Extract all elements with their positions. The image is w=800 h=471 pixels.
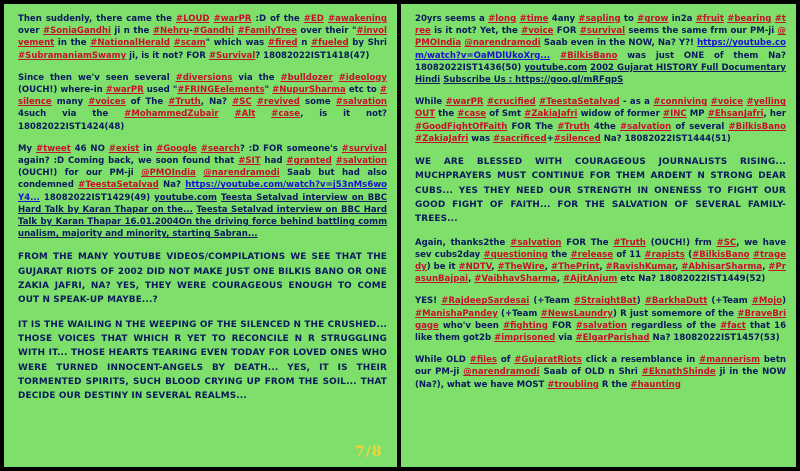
text-run: to bbox=[620, 14, 638, 24]
hashtag-link[interactable]: #granted bbox=[286, 156, 332, 167]
hashtag-link[interactable]: #SC bbox=[716, 237, 737, 248]
hashtag-link[interactable]: #ElgarParishad bbox=[575, 332, 650, 343]
text-run: , bbox=[491, 261, 498, 272]
text-run: - as a bbox=[619, 97, 654, 108]
text-run: Again, thanks2the bbox=[415, 237, 511, 248]
text-run: Saab but had also condemned bbox=[18, 168, 387, 191]
text-run: , bbox=[599, 261, 606, 272]
hashtag-link[interactable]: #imprisoned bbox=[494, 332, 556, 343]
paragraph bbox=[18, 72, 387, 133]
hashtag-link[interactable]: #FRINGEelements bbox=[177, 85, 265, 96]
text-run: via the bbox=[232, 72, 281, 83]
hashtag-link[interactable]: #warPR bbox=[445, 97, 484, 108]
text-run: betn our PM-ji bbox=[415, 355, 786, 378]
hashtag-link[interactable]: #conniving bbox=[653, 97, 708, 108]
text-run: etc to bbox=[345, 85, 380, 96]
text-run: over bbox=[18, 26, 43, 37]
paragraph bbox=[18, 143, 387, 241]
hashtag-link[interactable]: #bulldozer bbox=[280, 72, 333, 83]
link-preview-text[interactable]: Subscribe Us : https://goo.gl/mRFqpS bbox=[443, 75, 624, 86]
hashtag-link[interactable]: #awakening bbox=[327, 14, 387, 24]
text-run: 4any bbox=[548, 14, 579, 24]
hashtag-link[interactable]: #RajdeepSardesai bbox=[441, 296, 530, 307]
paragraph bbox=[415, 295, 786, 344]
text-run: is it not? Yet, the bbox=[430, 26, 522, 37]
hashtag-link[interactable]: #BarkhaDutt bbox=[644, 296, 708, 307]
text-run: ji in the NOW (Na?), what we have MOST bbox=[415, 367, 786, 390]
text-run: by Shri bbox=[348, 38, 387, 49]
hashtag-link[interactable]: #Gandhi bbox=[192, 26, 235, 37]
hashtag-link[interactable]: #release bbox=[570, 249, 614, 260]
hashtag-link[interactable]: #GujaratRiots bbox=[514, 355, 582, 366]
link-preview-text[interactable]: Teesta Setalvad interview on BBC Hard Talk by Karan Thapar 16.01.2004On the driving force behind battling communalism, majority and minority, starting Sabran... bbox=[18, 204, 387, 240]
text-run: over their " bbox=[296, 26, 357, 37]
text-run: ) be it bbox=[426, 261, 459, 272]
text-run: FOR The bbox=[561, 237, 614, 248]
hashtag-link[interactable]: #diversions bbox=[175, 72, 233, 83]
text-run: :D of the bbox=[251, 14, 304, 24]
link-preview-text[interactable]: youtube.com bbox=[524, 62, 588, 73]
hashtag-link[interactable]: #Google bbox=[156, 143, 197, 154]
text-run: , we have sev cubs2day bbox=[415, 237, 787, 260]
text-run: Na? bbox=[158, 180, 186, 191]
text-run: 20yrs seems a bbox=[415, 14, 489, 24]
left-column bbox=[4, 4, 397, 467]
hashtag-link[interactable]: #GoodFightOfFaith bbox=[415, 121, 508, 132]
hashtag-link[interactable]: #bearing bbox=[727, 14, 772, 24]
hashtag-link[interactable]: #ThePrint bbox=[550, 261, 600, 272]
url-link[interactable]: https://youtube.com/watch?v=j53nMs6woY4... bbox=[18, 180, 387, 203]
hashtag-link[interactable]: #warPR bbox=[213, 14, 252, 24]
hashtag-link[interactable]: #tweet bbox=[35, 143, 71, 154]
text-run: (+Team bbox=[707, 296, 752, 307]
text-run: (OUCH!) where-in bbox=[18, 85, 106, 96]
hashtag-link[interactable]: #grow bbox=[637, 14, 669, 24]
paragraph bbox=[415, 237, 786, 286]
mention-link[interactable]: @PMOIndia bbox=[141, 168, 196, 179]
hashtag-link[interactable]: #sapling bbox=[578, 14, 621, 24]
hashtag-link[interactable]: #warPR bbox=[105, 85, 144, 96]
hashtag-link[interactable]: #Survival bbox=[208, 50, 256, 61]
hashtag-link[interactable]: #ideology bbox=[338, 72, 387, 83]
hashtag-link[interactable]: #ZakiaJafri bbox=[524, 109, 578, 120]
hashtag-link[interactable]: #INC bbox=[662, 109, 687, 120]
hashtag-link[interactable]: #EhsanJafri bbox=[707, 109, 764, 120]
hashtag-link[interactable]: #fact bbox=[720, 320, 746, 331]
hashtag-link[interactable]: #PrasunBajpai bbox=[415, 261, 786, 285]
hashtag-link[interactable]: #tree bbox=[415, 14, 786, 37]
text-run: Since then we'v seen several bbox=[18, 72, 176, 83]
mention-link[interactable]: @narendramodi bbox=[463, 367, 540, 378]
text-run: R the bbox=[598, 379, 631, 390]
hashtag-link[interactable]: #TheWire bbox=[497, 261, 545, 272]
text-run: who'v been bbox=[438, 320, 503, 331]
hashtag-link[interactable]: #scam bbox=[173, 38, 206, 49]
hashtag-link[interactable]: #Truth bbox=[168, 97, 201, 108]
text-run: many bbox=[51, 97, 89, 108]
paragraph bbox=[18, 250, 387, 307]
hashtag-link[interactable]: #questioning bbox=[483, 249, 548, 260]
text-run: ) bbox=[636, 296, 645, 307]
hashtag-link[interactable]: #BilkisBano bbox=[692, 249, 750, 260]
hashtag-link[interactable]: #SIT bbox=[238, 156, 261, 167]
text-run: some bbox=[299, 97, 336, 108]
hashtag-link[interactable]: #salvation bbox=[619, 121, 672, 132]
text-run: ji, is it not? FOR bbox=[126, 50, 209, 61]
hashtag-link[interactable]: #ZakiaJafri bbox=[415, 133, 469, 144]
hashtag-link[interactable]: #VaibhavSharma bbox=[474, 274, 557, 285]
hashtag-link[interactable]: #fired bbox=[267, 38, 298, 49]
hashtag-link[interactable]: #rapists bbox=[644, 249, 685, 260]
mention-link[interactable]: @narendramodi bbox=[464, 38, 541, 49]
text-run: of The bbox=[125, 97, 169, 108]
hashtag-link[interactable]: #tragedy bbox=[415, 249, 786, 272]
text-run bbox=[550, 51, 560, 61]
text-run: of several bbox=[671, 121, 729, 132]
hashtag-link[interactable]: #crucified bbox=[486, 97, 536, 108]
paragraph bbox=[415, 96, 786, 145]
text-run: ji n the bbox=[110, 26, 153, 37]
text-run: of Smt bbox=[486, 109, 525, 120]
text-run: ( bbox=[684, 249, 693, 260]
link-preview-text[interactable]: Teesta Setalvad interview on BBC Hard Talk by Karan Thapar on the... bbox=[18, 192, 387, 215]
paragraph bbox=[415, 13, 786, 86]
hashtag-link[interactable]: #survival bbox=[579, 26, 626, 37]
hashtag-link[interactable]: #AbhisarSharma bbox=[681, 261, 763, 272]
text-run: , bbox=[544, 261, 551, 272]
hashtag-link[interactable]: #BraveBrigage bbox=[415, 308, 786, 331]
hashtag-link[interactable]: #Alt bbox=[234, 109, 256, 120]
text-run: ? 18082022IST1418(47) bbox=[255, 50, 370, 61]
text-run: was bbox=[468, 133, 494, 144]
text-run: " which was bbox=[205, 38, 268, 49]
text-run: in the bbox=[54, 38, 91, 49]
text-run: click a resemblance in bbox=[581, 355, 700, 366]
hashtag-link[interactable]: #fruit bbox=[695, 14, 724, 24]
text-run: (OUCH!) frm bbox=[645, 237, 717, 248]
text-run: (OUCH!) for our PM-ji bbox=[18, 168, 142, 179]
text-run: the bbox=[435, 109, 458, 120]
text-run: the bbox=[547, 249, 571, 260]
hashtag-link[interactable]: #Truth bbox=[557, 121, 590, 132]
link-preview-text[interactable]: 2002 Gujarat HISTORY Full Documentary Hindi bbox=[415, 62, 787, 86]
hashtag-link[interactable]: #Truth bbox=[613, 237, 646, 248]
hashtag-link[interactable]: #Mojo bbox=[751, 296, 783, 307]
hashtag-link[interactable]: #search bbox=[200, 143, 240, 154]
hashtag-link[interactable]: #time bbox=[519, 14, 549, 24]
hashtag-link[interactable]: #salvation bbox=[335, 97, 388, 108]
hashtag-link[interactable]: #EknathShinde bbox=[641, 367, 716, 378]
hashtag-link[interactable]: #files bbox=[469, 355, 497, 366]
text-run: , is it not? 18082022IST1424(48) bbox=[18, 109, 387, 132]
hashtag-link[interactable]: #mannerism bbox=[699, 355, 761, 366]
paragraph bbox=[415, 155, 786, 226]
text-run: , bbox=[556, 274, 563, 285]
text-run: etc Na? 18082022IST1449(52) bbox=[617, 274, 766, 285]
right-column bbox=[401, 4, 796, 467]
text-run: 18082022IST1429(49) bbox=[39, 192, 155, 203]
text-run: 4such via the bbox=[18, 109, 125, 120]
hashtag-link[interactable]: #long bbox=[488, 14, 517, 24]
text-run bbox=[219, 109, 235, 119]
hashtag-link[interactable]: #MohammedZubair bbox=[124, 109, 219, 120]
hashtag-link[interactable]: #salvation bbox=[510, 237, 562, 248]
hashtag-link[interactable]: #case bbox=[457, 109, 487, 120]
hashtag-link[interactable]: #ManishaPandey bbox=[415, 308, 498, 319]
url-link[interactable]: https://youtube.com/watch?v=OaMDlUkoXrg... bbox=[415, 38, 786, 61]
text-run: YES! bbox=[415, 296, 442, 307]
text-run: (+Team bbox=[529, 296, 574, 307]
mention-link[interactable]: @PMOIndia bbox=[415, 26, 786, 49]
hashtag-link[interactable]: #haunting bbox=[630, 379, 681, 390]
text-run: Saab even in the NOW, Na? Y?! bbox=[540, 38, 698, 49]
hashtag-link[interactable]: #yellingOUT bbox=[415, 97, 786, 120]
text-run: was just ONE of them Na? 18082022IST1436(50) bbox=[415, 50, 786, 73]
paragraph bbox=[415, 354, 786, 391]
text-run: , her bbox=[763, 109, 786, 120]
text-run: n bbox=[297, 38, 311, 49]
text-run: seems the same frm our PM-ji bbox=[625, 26, 778, 37]
hashtag-link[interactable]: #voice bbox=[521, 26, 554, 37]
text-run: Na? 18082022IST1444(51) bbox=[600, 133, 731, 144]
text-run: , Na? bbox=[200, 97, 233, 108]
hashtag-link[interactable]: #RavishKumar bbox=[605, 261, 676, 272]
hashtag-link[interactable]: #fueled bbox=[310, 38, 349, 49]
text-run: that 16 like them got2b bbox=[415, 320, 787, 343]
hashtag-link[interactable]: #StraightBat bbox=[573, 296, 637, 307]
text-run: FOR The bbox=[507, 121, 558, 132]
text-run: , bbox=[468, 274, 475, 285]
text-run bbox=[255, 109, 271, 119]
text-run: IT IS THE WAILING N THE WEEPING OF THE SILENCED N THE CRUSHED... THOSE VOICES THAT WHICH R YET TO RECONCILE N R STRUGGLING WITH IT... THOSE HEARTS TEARING EVEN TODAY FOR LOVED ONES WHO WERE TURNED INNOCENT-ANGELS BY DEATH... YES, IT IS THEIR TORMENTED SPIRITS, SUCH BLOOD CRYING UP FROM THE SOIL... THAT DECIDE OUR DESTINY IN SEVERAL REALMS... bbox=[18, 319, 387, 402]
text-run: + bbox=[546, 133, 554, 144]
text-run: regardless of the bbox=[627, 320, 721, 331]
text-run: " bbox=[264, 85, 273, 96]
hashtag-link[interactable]: #silence bbox=[18, 85, 387, 108]
text-run: used " bbox=[143, 85, 178, 96]
hashtag-link[interactable]: #revived bbox=[256, 97, 300, 108]
link-preview-text[interactable]: youtube.com bbox=[154, 192, 217, 203]
text-run: FROM THE MANY YOUTUBE VIDEOS/COMPILATIONS WE SEE THAT THE GUJARAT RIOTS OF 2002 DID NOT MAKE JUST ONE BILKIS BANO OR ONE ZAKIA JAFRI, NA? YES, THEY WERE COURAGEOUS ENOUGH TO COME OUT N SPEAK-UP MAYBE...? bbox=[18, 252, 387, 306]
hashtag-link[interactable]: #voices bbox=[88, 97, 126, 108]
text-run: , bbox=[675, 261, 682, 272]
text-run: While OLD bbox=[415, 355, 470, 366]
text-run: FOR bbox=[553, 26, 580, 37]
text-run: again? :D Coming back, we soon found that bbox=[18, 156, 239, 167]
text-run: 4the bbox=[589, 121, 620, 132]
hashtag-link[interactable]: #troubling bbox=[547, 379, 599, 390]
text-run: in bbox=[139, 143, 157, 154]
hashtag-link[interactable]: #BilkisBano bbox=[728, 121, 786, 132]
hashtag-link[interactable]: #sacrificed bbox=[493, 133, 547, 144]
hashtag-link[interactable]: #voice bbox=[710, 97, 744, 108]
hashtag-link[interactable]: #fighting bbox=[502, 320, 548, 331]
hashtag-link[interactable]: #exist bbox=[108, 143, 140, 154]
text-run: - bbox=[189, 26, 193, 37]
hashtag-link[interactable]: #NewsLaundry bbox=[540, 308, 613, 319]
hashtag-link[interactable]: #FamilyTree bbox=[237, 26, 297, 37]
text-run: My bbox=[18, 143, 36, 154]
hashtag-link[interactable]: #case bbox=[271, 109, 301, 120]
text-run: (+Team bbox=[497, 308, 541, 319]
hashtag-link[interactable]: #involvement bbox=[18, 26, 387, 49]
page-number: 7/8 bbox=[355, 444, 383, 460]
text-run: ? :D FOR someone's bbox=[239, 143, 342, 154]
hashtag-link[interactable]: #silenced bbox=[553, 133, 601, 144]
text-run: Then suddenly, there came the bbox=[18, 14, 176, 24]
text-run: ) bbox=[782, 296, 786, 307]
text-run: ) R just somemore of the bbox=[612, 308, 738, 319]
hashtag-link[interactable]: #SoniaGandhi bbox=[42, 26, 111, 37]
hashtag-link[interactable]: #TeestaSetalvad bbox=[539, 97, 620, 108]
text-run: in2a bbox=[668, 14, 696, 24]
text-run: Saab of OLD n Shri bbox=[539, 367, 642, 378]
hashtag-link[interactable]: #salvation bbox=[575, 320, 628, 331]
hashtag-link[interactable]: #Nehru bbox=[152, 26, 190, 37]
hashtag-link[interactable]: #salvation bbox=[335, 156, 387, 167]
text-run: FOR bbox=[547, 320, 576, 331]
mention-link[interactable]: @narendramodi bbox=[203, 168, 280, 179]
text-run: of 11 bbox=[613, 249, 645, 260]
text-run: widow of former bbox=[577, 109, 663, 120]
text-run: While bbox=[415, 97, 446, 108]
hashtag-link[interactable]: #NupurSharma bbox=[272, 85, 346, 96]
hashtag-link[interactable]: #LOUD bbox=[175, 14, 210, 24]
hashtag-link[interactable]: #AjitAnjum bbox=[562, 274, 618, 285]
text-run: of bbox=[496, 355, 515, 366]
hashtag-link[interactable]: #survival bbox=[341, 143, 387, 154]
hashtag-link[interactable]: #ED bbox=[303, 14, 324, 24]
hashtag-link[interactable]: #BilkisBano bbox=[559, 50, 618, 61]
hashtag-link[interactable]: #TeestaSetalvad bbox=[78, 180, 159, 191]
hashtag-link[interactable]: #NDTV bbox=[458, 261, 492, 272]
hashtag-link[interactable]: #NationalHerald bbox=[90, 38, 170, 49]
text-run: MP bbox=[686, 109, 708, 120]
text-run: , bbox=[762, 261, 769, 272]
hashtag-link[interactable]: #SC bbox=[232, 97, 252, 108]
text-run: Na? 18082022IST1457(53) bbox=[649, 332, 780, 343]
hashtag-link[interactable]: #SubramaniamSwamy bbox=[18, 50, 127, 61]
paragraph bbox=[18, 318, 387, 404]
text-run: WE ARE BLESSED WITH COURAGEOUS JOURNALISTS RISING... MUCHPRAYERS MUST CONTINUE FOR THEM ARDENT N STRONG DEAR CUBS... YES THEY NEED OUR STRENGTH IN ONENESS TO FIGHT OUR GOOD FIGHT OF FAITH... FOR THE SALVATION OF SEVERAL FAMILY-TREES... bbox=[415, 157, 786, 225]
text-run: via bbox=[555, 332, 576, 343]
text-run: had bbox=[260, 156, 287, 167]
text-run: 46 NO bbox=[70, 143, 109, 154]
paragraph bbox=[18, 13, 387, 62]
